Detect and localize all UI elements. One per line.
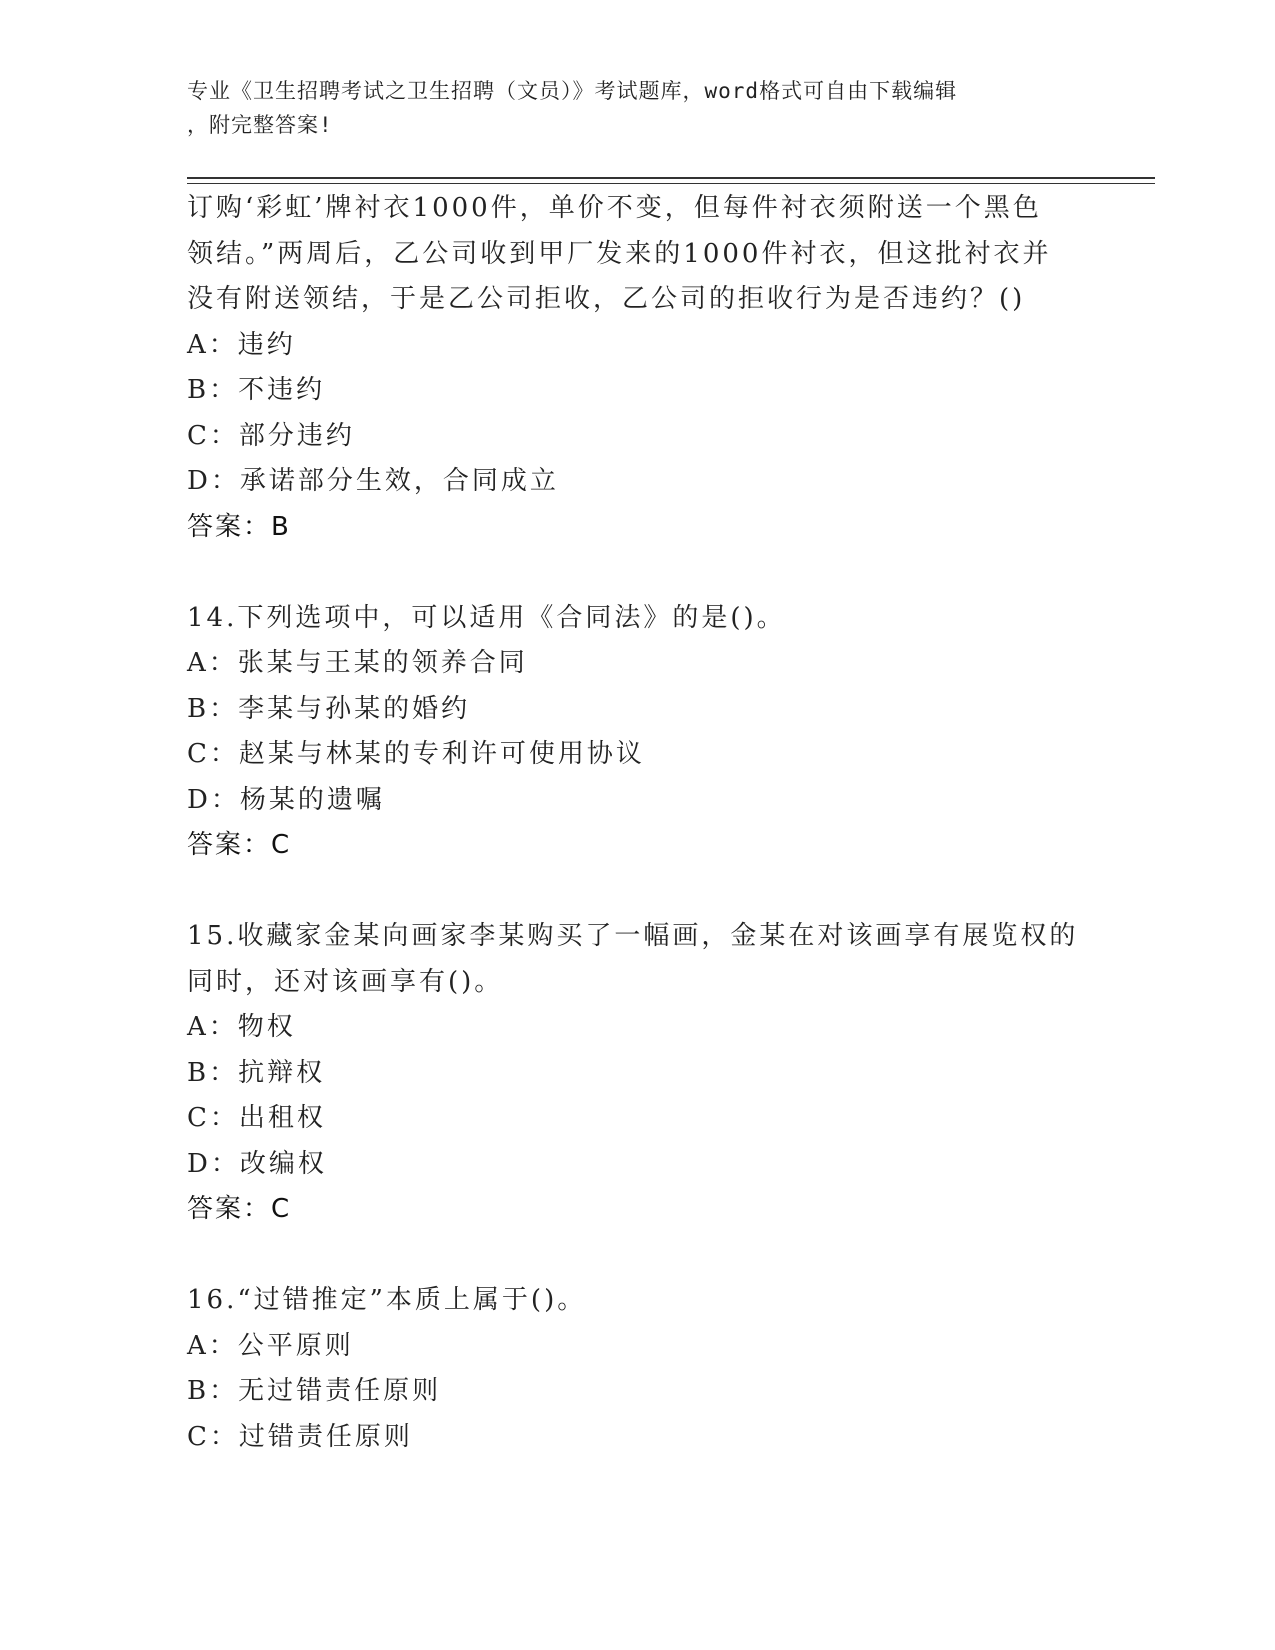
option-c: C：部分违约 [187,420,355,451]
spacer [187,550,1087,596]
question-list [187,186,1087,1460]
document-header [187,74,1067,142]
header-line-2: ，附完整答案! [187,113,333,137]
option-c: C：过错责任原则 [187,1421,413,1452]
option-a: A：公平原则 [187,1330,354,1361]
header-line-1: 专业《卫生招聘考试之卫生招聘（文员）》考试题库，word格式可自由下载编辑 [187,79,958,103]
answer: 答案：C [187,1194,292,1224]
header-divider-thick [187,177,1155,179]
question-text-line: 没有附送领结，于是乙公司拒收，乙公司的拒收行为是否违约？() [187,284,1026,314]
option-b: B：不违约 [187,375,326,405]
option-c: C：出租权 [187,1103,326,1133]
question-16 [187,1278,1087,1460]
spacer [187,869,1087,915]
option-b: B：李某与孙某的婚约 [187,693,471,724]
question-text-line: 14.下列选项中，可以适用《合同法》的是()。 [187,602,786,633]
question-text-line: 15.收藏家金某向画家李某购买了一幅画，金某在对该画享有展览权的 [187,921,1079,951]
question-text-line: 16.“过错推定”本质上属于()。 [187,1285,587,1315]
option-a: A：物权 [187,1012,296,1042]
question-15 [187,914,1087,1233]
option-d: D：杨某的遗嘱 [187,784,385,815]
option-a: A：违约 [187,329,296,360]
option-a: A：张某与王某的领养合同 [187,648,528,678]
option-b: B：无过错责任原则 [187,1376,442,1406]
question-text-line: 同时，还对该画享有()。 [187,966,504,997]
header-divider-thin [187,183,1155,184]
question-13 [187,186,1087,550]
option-b: B：抗辩权 [187,1057,326,1088]
spacer [187,1233,1087,1279]
option-c: C：赵某与林某的专利许可使用协议 [187,739,645,769]
answer: 答案：C [187,830,292,860]
question-text-line: 订购‘彩虹’牌衬衣1000件，单价不变，但每件衬衣须附送一个黑色 [187,193,1042,223]
question-text-line: 领结。”两周后，乙公司收到甲厂发来的1000件衬衣，但这批衬衣并 [187,238,1052,269]
answer: 答案：B [187,511,291,542]
option-d: D：承诺部分生效，合同成立 [187,466,559,496]
question-14 [187,596,1087,869]
option-d: D：改编权 [187,1148,327,1179]
